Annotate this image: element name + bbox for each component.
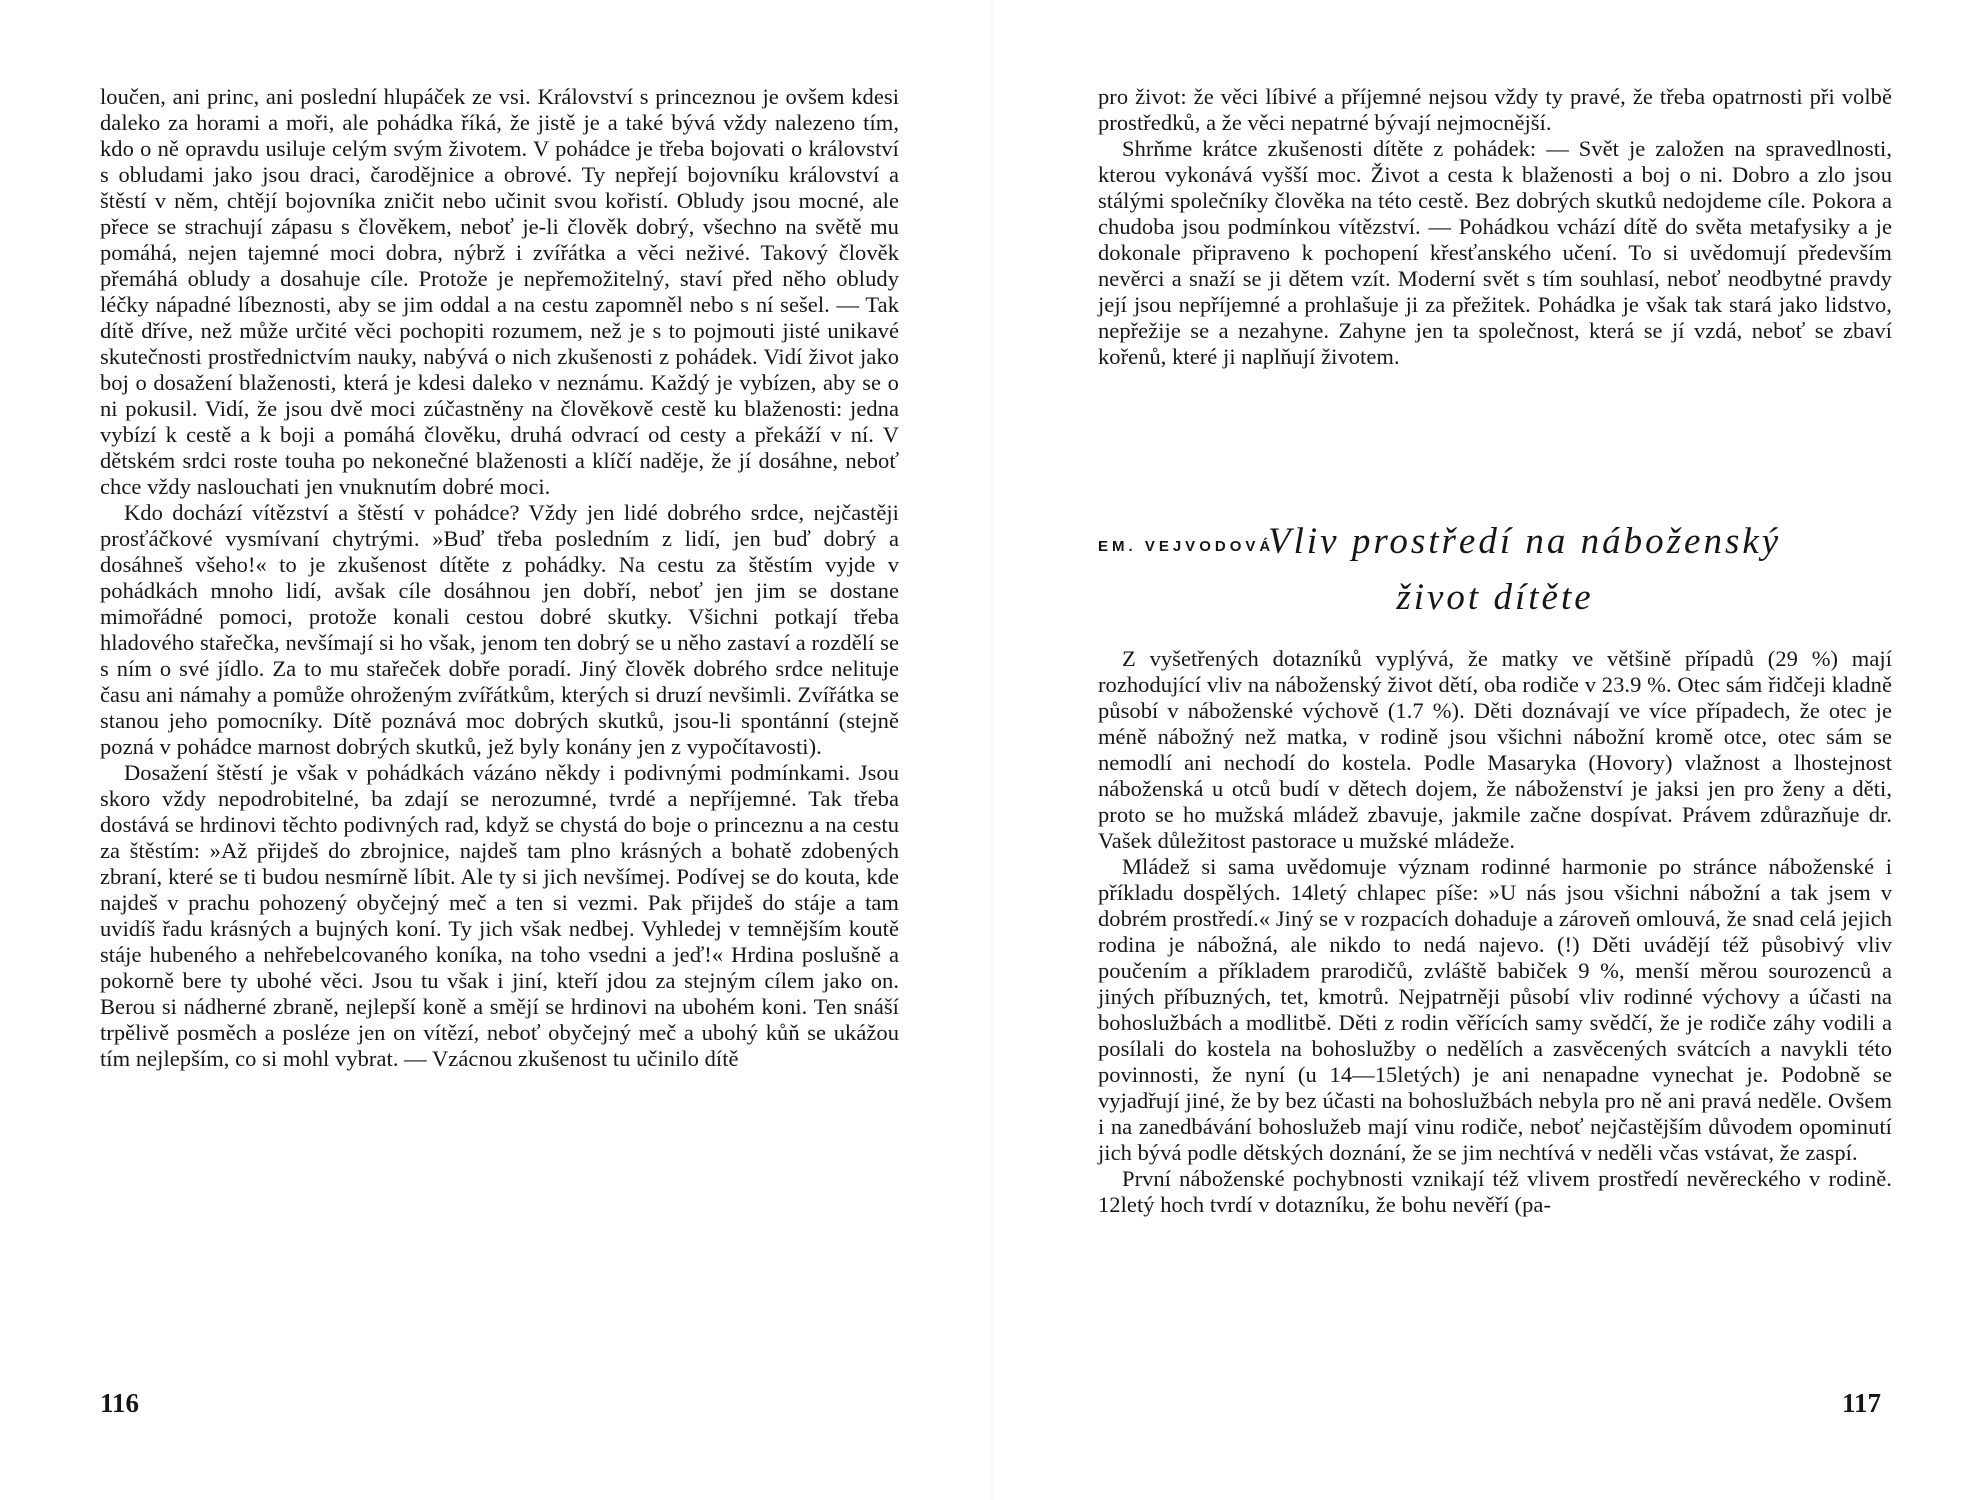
article-body: [1098, 646, 1892, 1218]
article-heading: [1098, 520, 1892, 630]
paragraph: První náboženské pochybnosti vznikají též vlivem prostředí nevěreckého v rodině. 12letý hoch tvrdí v dotazníku, že bohu nevěří (pa-: [1098, 1166, 1892, 1217]
paragraph: pro život: že věci líbivé a příjemné nejsou vždy ty pravé, že třeba opatrnosti při volbě prostředků, a že věci nepatrné bývají nejmocnější.: [1098, 84, 1892, 135]
article-title-line1: Vliv prostředí na náboženský: [1268, 521, 1782, 562]
page-number: 116: [100, 1388, 140, 1418]
paragraph: Kdo dochází vítězství a štěstí v pohádce? Vždy jen lidé dobrého srdce, nejčastěji prosťáčkové vysmívaní chytrými. »Buď třeba posledním z lidí, jen buď dobrý a dosáhneš všeho!« to je zkušenost dítěte z pohádky. Na cestu za štěstím vyjde v pohádkách mnoho lidí, avšak cíle dosáhnou jen dobří, neboť jen jim se dostane mimořádné pomoci, protože konali cestou dobré skutky. Všichni potkají třeba hladového stařečka, nevšímají si ho však, jenom ten dobrý se u něho zastaví a rozdělí se s ním o své jídlo. Za to mu stařeček dobře poradí. Jiný člověk dobrého srdce nelituje času ani námahy a pomůže ohroženým zvířátkům, kterých si druzí nevšimli. Zvířátka se stanou jeho pomocníky. Dítě poznává moc dobrých skutků, jsou-li spontánní (stejně pozná v pohádce marnost dobrých skutků, jež byly konány jen z vypočítavosti).: [100, 500, 899, 759]
paragraph: loučen, ani princ, ani poslední hlupáček ze vsi. Království s princeznou je ovšem kdesi daleko za horami a moři, ale pohádka říká, že jistě je a také bývá vždy nalezeno tím, kdo o ně opravdu usiluje celým svým životem. V pohádce je třeba bojovati o království s obludami jako jsou draci, čarodějnice a obrové. Ty nepřejí bojovníku království a štěstí v něm, chtějí bojovníka zničit nebo učinit svou kořistí. Obludy jsou mocné, ale přece se strachují zápasu s člověkem, neboť je-li člověk dobrý, všechno na světě mu pomáhá, nejen tajemné moci dobra, nýbrž i zvířátka a věci neživé. Takový člověk přemáhá obludy a dosahuje cíle. Protože je nepřemožitelný, staví před něho obludy léčky nápadné líbeznosti, aby se jim oddal a na cestu zapomněl nebo s ní sešel. — Tak dítě dříve, než může určité věci pochopiti rozumem, než je s to pojmouti jisté unikavé skutečnosti prostřednictvím nauky, nabývá o nich zkušenosti z pohádek. Vidí život jako boj o dosažení blaženosti, která je kdesi daleko v neznámu. Každý je vybízen, aby se o ni pokusil. Vidí, že jsou dvě moci zúčastněny na člověkově cestě ku blaženosti: jedna vybízí k cestě a k boji a pomáhá člověku, druhá odvrací od cesty a překáží v ní. V dětském srdci roste touha po nekonečné blaženosti a klíčí naděje, že jí dosáhne, neboť chce vždy naslouchati jen vnuknutím dobré moci.: [100, 84, 899, 499]
page-number: 117: [1842, 1388, 1882, 1418]
article-author: EM. VEJVODOVÁ: [1098, 538, 1275, 555]
paragraph: Z vyšetřených dotazníků vyplývá, že matky ve většině případů (29 %) mají rozhodující vliv na náboženský život dětí, oba rodiče v 23.9 %. Otec sám řidčeji kladně působí v náboženské výchově (1.7 %). Děti doznávají ve více případech, že otec je méně nábožný než matka, v rodině jsou všichni nábožní kromě otce, otec sám se nemodlí ani nechodí do kostela. Podle Masaryka (Hovory) vlažnost a lhostejnost náboženská u otců budí v dětech dojem, že náboženství je jaksi jen pro ženy a děti, proto se ho mužská mládež zbavuje, jakmile začne dospívat. Právem zdůrazňuje dr. Vašek důležitost pastorace u mužské mládeže.: [1098, 646, 1892, 853]
right-page: [992, 0, 1984, 1500]
paragraph: Mládež si sama uvědomuje význam rodinné harmonie po stránce náboženské i příkladu dospělých. 14letý chlapec píše: »U nás jsou všichni nábožní a tak jsem v dobrém prostředí.« Jiný se v rozpacích dohaduje a zároveň omlouvá, že snad celá jejich rodina je nábožná, ale nikdo to nedá najevo. (!) Děti uvádějí též působivý vliv poučením a příkladem prarodičů, zvláště babiček 9 %, menší měrou sourozenců a jiných příbuzných, tet, kmotrů. Nejpatrněji působí vliv rodinné výchovy a účasti na bohoslužbách a modlitbě. Děti z rodin věřících samy svědčí, že je rodiče záhy vodili a posílali do kostela na bohoslužby o nedělích a zasvěcených svátcích a navykli této povinnosti, že nyní (u 14—15letých) je ani nenapadne vynechat je. Podobně se vyjadřují jiné, že by bez účasti na bohoslužbách nebyla pro ně ani pravá neděle. Ovšem i na zanedbávání bohoslužeb mají vinu rodiče, neboť nejčastějším důvodem opominutí jich bývá podle dětských doznání, že se jim nechtívá v neděli včas vstávat, že zaspí.: [1098, 854, 1892, 1165]
paragraph: Dosažení štěstí je však v pohádkách vázáno někdy i podivnými podmínkami. Jsou skoro vždy nepodrobitelné, ba zdají se nerozumné, tvrdé a nepříjemné. Tak třeba dostává se hrdinovi těchto podivných rad, když se chystá do boje o princeznu a na cestu za štěstím: »Až přijdeš do zbrojnice, najdeš tam plno krásných a bohatě zdobených zbraní, které se ti budou nesmírně líbit. Ale ty si jich nevšímej. Podívej se do kouta, kde najdeš v prachu pohozený obyčejný meč a ten si vezmi. Pak přijdeš do stáje a tam uvidíš řadu krásných a bujných koní. Ty jich však nedbej. Vyhledej v temnějším koutě stáje hubeného a nehřebelcovaného koníka, na toho vsedni a jeď!« Hrdina poslušně a pokorně bere ty ubohé věci. Jsou tu však i jiní, kteří jdou za stejným cílem jako on. Berou si nádherné zbraně, nejlepší koně a smějí se hrdinovi na ubohém koni. Ten snáší trpělivě posměch a posléze jen on vítězí, neboť obyčejný meč a ubohý kůň se ukážou tím nejlepším, co si mohl vybrat. — Vzácnou zkušenost tu učinilo dítě: [100, 760, 899, 1071]
article-title-line2: život dítěte: [1396, 577, 1594, 618]
right-page-intro-text: [1098, 84, 1892, 370]
paragraph: Shrňme krátce zkušenosti dítěte z pohádek: — Svět je založen na spravedlnosti, kterou vykonává vyšší moc. Život a cesta k blaženosti a boj o ni. Dobro a zlo jsou stálými společníky člověka na této cestě. Bez dobrých skutků nedojdeme cíle. Pokora a chudoba jsou podmínkou vítězství. — Pohádkou vchází dítě do světa metafysiky a je dokonale připraveno k pochopení křesťanského učení. To si uvědomují především nevěrci a snaží se ji dětem vzít. Moderní svět s tím souhlasí, neboť neodbytné pravdy její jsou nepříjemné a prohlašuje ji za přežitek. Pohádka je však tak stará jako lidstvo, nepřežije se a nezahyne. Zahyne jen ta společnost, která se jí vzdá, neboť se zbaví kořenů, které ji naplňují životem.: [1098, 136, 1892, 369]
left-page-text: [100, 84, 899, 1072]
